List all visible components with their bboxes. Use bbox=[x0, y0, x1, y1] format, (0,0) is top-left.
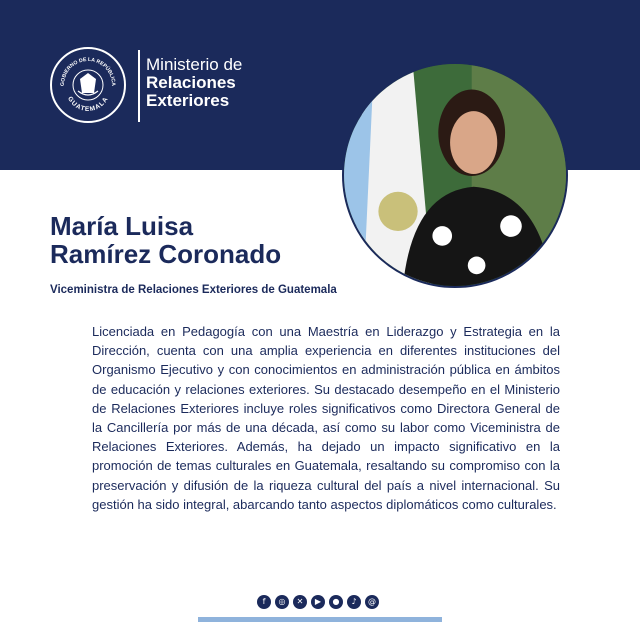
x-icon[interactable]: ✕ bbox=[293, 595, 307, 609]
youtube-icon[interactable]: ▶ bbox=[311, 595, 325, 609]
svg-text:GUATEMALA bbox=[66, 95, 110, 113]
seal-top-text: GOBIERNO DE LA REPÚBLICA bbox=[59, 56, 117, 87]
instagram-icon[interactable]: ◎ bbox=[275, 595, 289, 609]
logo-line-1: Ministerio de bbox=[146, 55, 243, 74]
biography-text: Licenciada en Pedagogía con una Maestría en Liderazgo y Estrategia en la Dirección, cuenta con una amplia experiencia en diferentes instituciones del Organismo Ejecutivo y con conocimientos en administración pública en ámbitos de educación y relaciones exteriores. Su destacado desempeño en el Ministerio de Relaciones Exteriores incluye roles significativos como Directora General de la Cancillería por más de una década, así como su labor como Viceministra de Relaciones Exteriores. Además, ha dejado un impacto significativo en la promoción de temas culturales en Guatemala, resaltando su compromiso con la preservación y difusión de la riqueza cultural del país a nivel internacional. Su gestión ha sido integral, abarcando tanto aspectos diplomáticos como culturales. bbox=[92, 324, 560, 512]
logo-line-3: Exteriores bbox=[146, 91, 230, 110]
first-name: María Luisa bbox=[50, 211, 194, 241]
tiktok-icon[interactable]: ♪ bbox=[347, 595, 361, 609]
footer-accent-bar bbox=[198, 617, 442, 622]
ministry-logo-text bbox=[146, 56, 242, 110]
social-icons-row bbox=[257, 595, 379, 609]
threads-icon[interactable]: @ bbox=[365, 595, 379, 609]
seal-bottom-text: GUATEMALA bbox=[66, 95, 110, 114]
person-role: Viceministra de Relaciones Exteriores de Guatemala bbox=[50, 284, 337, 296]
portrait-photo bbox=[342, 62, 568, 288]
logo-divider bbox=[138, 50, 140, 122]
facebook-icon[interactable]: f bbox=[257, 595, 271, 609]
logo-line-2: Relaciones bbox=[146, 73, 236, 92]
person-name bbox=[50, 212, 281, 268]
guatemala-seal-logo bbox=[50, 47, 126, 123]
flickr-icon[interactable]: ● bbox=[329, 595, 343, 609]
last-name: Ramírez Coronado bbox=[50, 239, 282, 269]
